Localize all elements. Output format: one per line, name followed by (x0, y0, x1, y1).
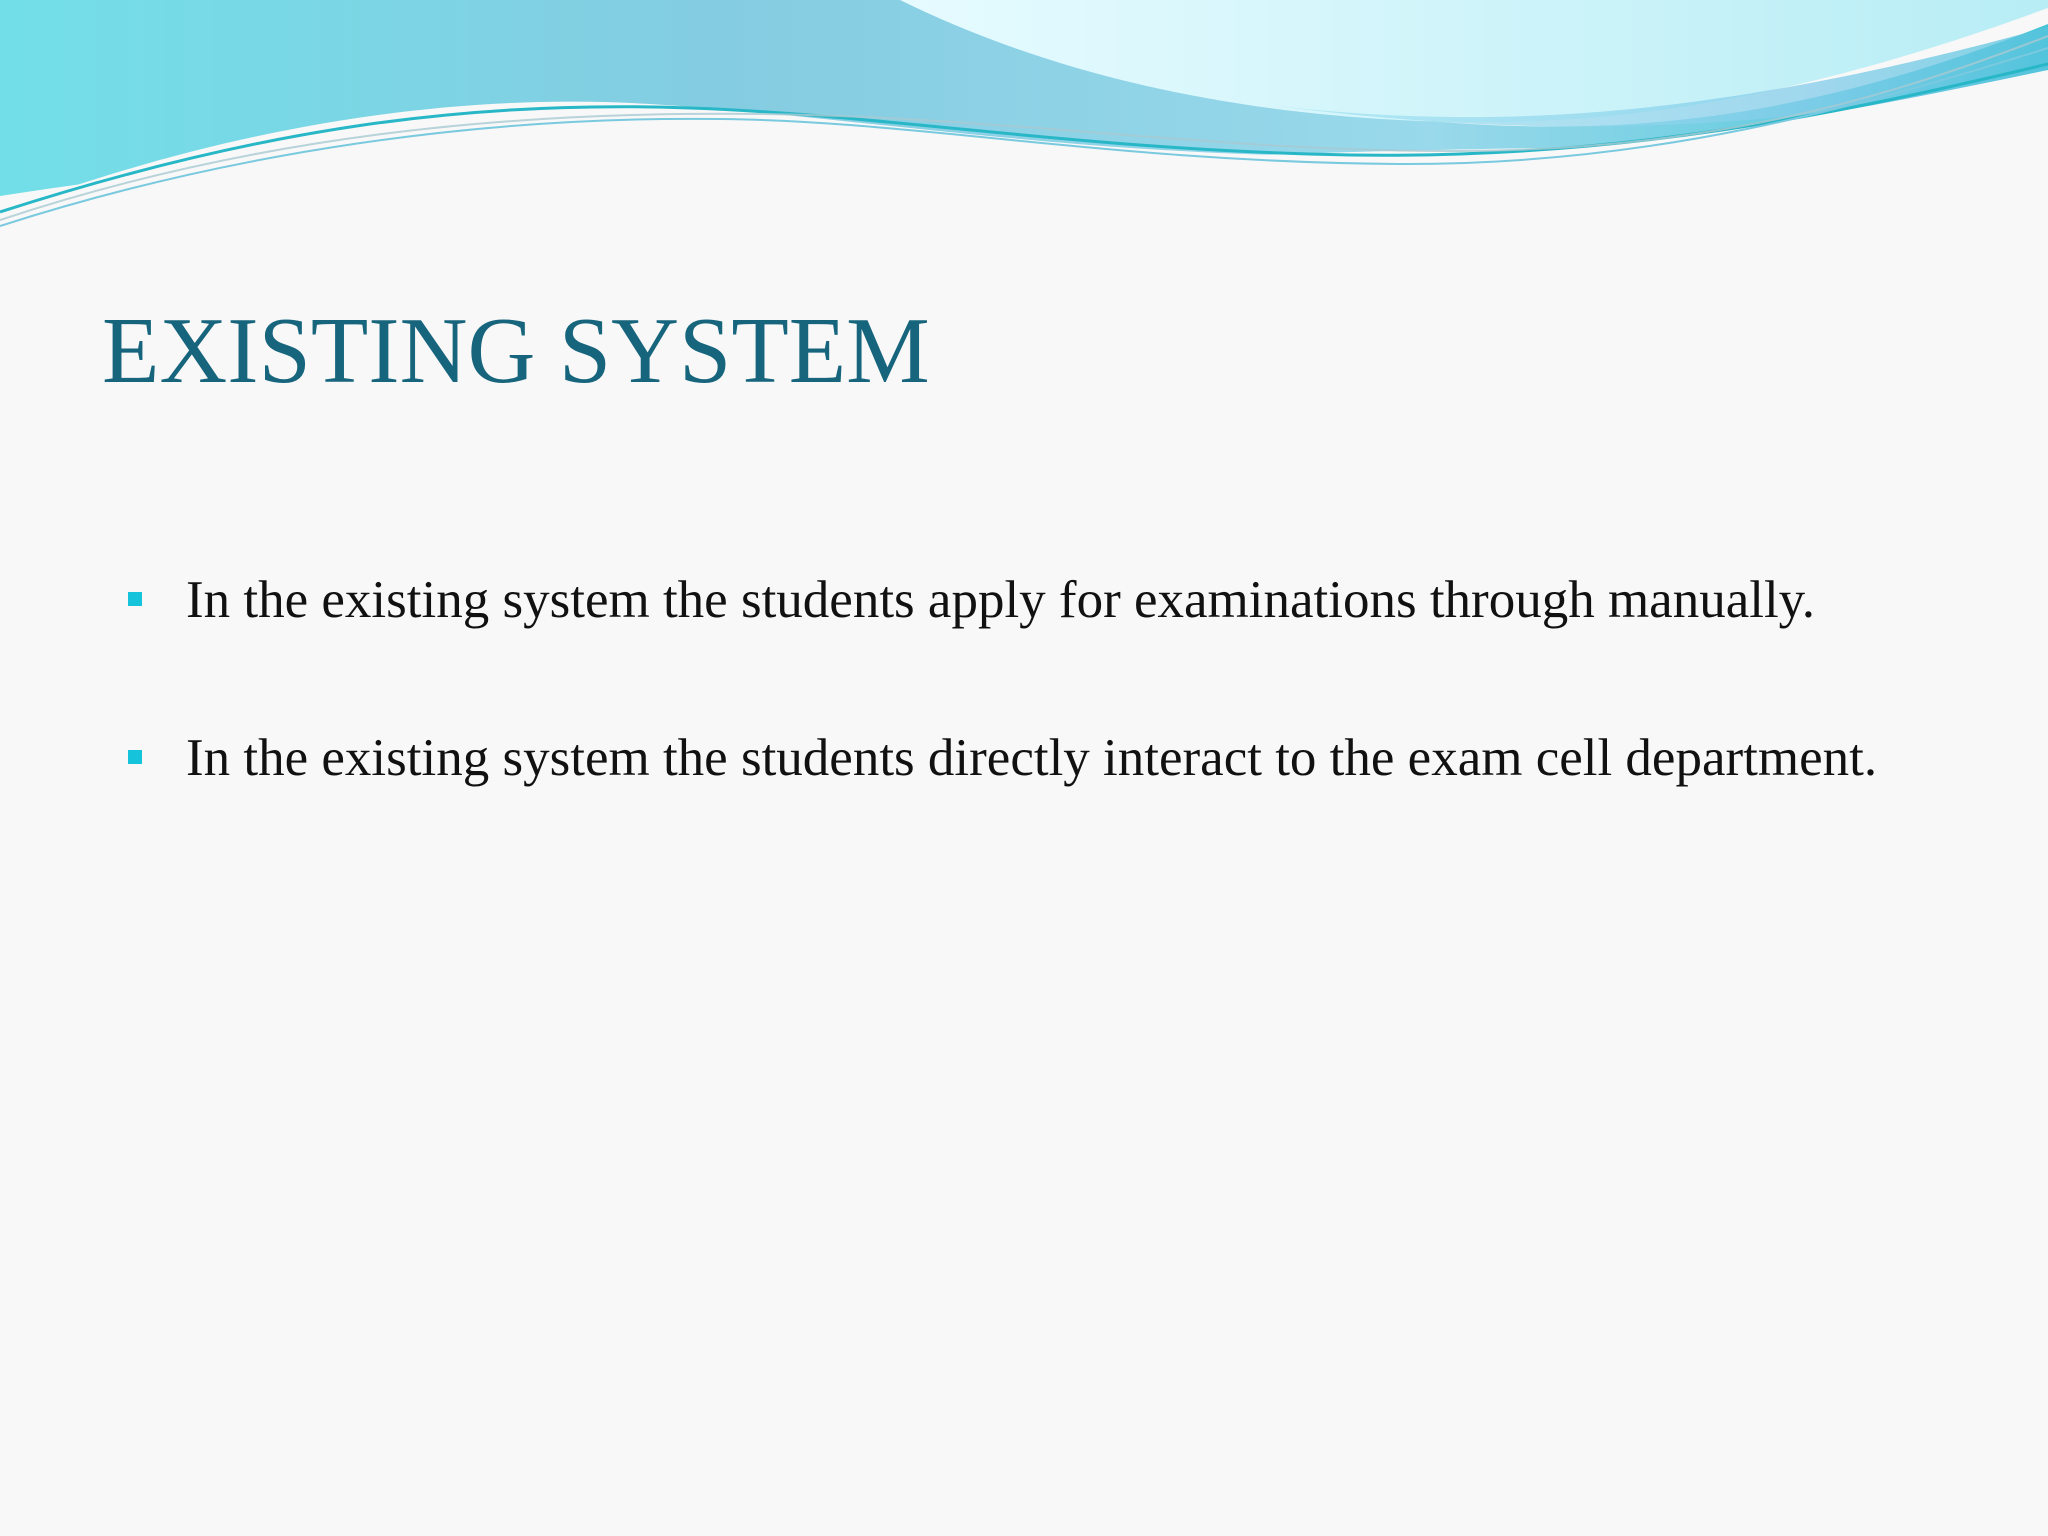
bullet-text-manual-application: In the existing system the students apply for examinations through manually. (186, 571, 1815, 629)
bullet-item-direct-interaction (122, 724, 1908, 792)
bullet-list (122, 566, 1908, 792)
square-bullet-icon (128, 592, 142, 606)
slide-title: EXISTING SYSTEM (102, 299, 930, 403)
bullet-text-direct-interaction: In the existing system the students directly interact to the exam cell department. (186, 729, 1878, 787)
square-bullet-icon (128, 750, 142, 764)
decorative-wave-header (0, 0, 2048, 240)
bullet-item-manual-application (122, 566, 1908, 634)
